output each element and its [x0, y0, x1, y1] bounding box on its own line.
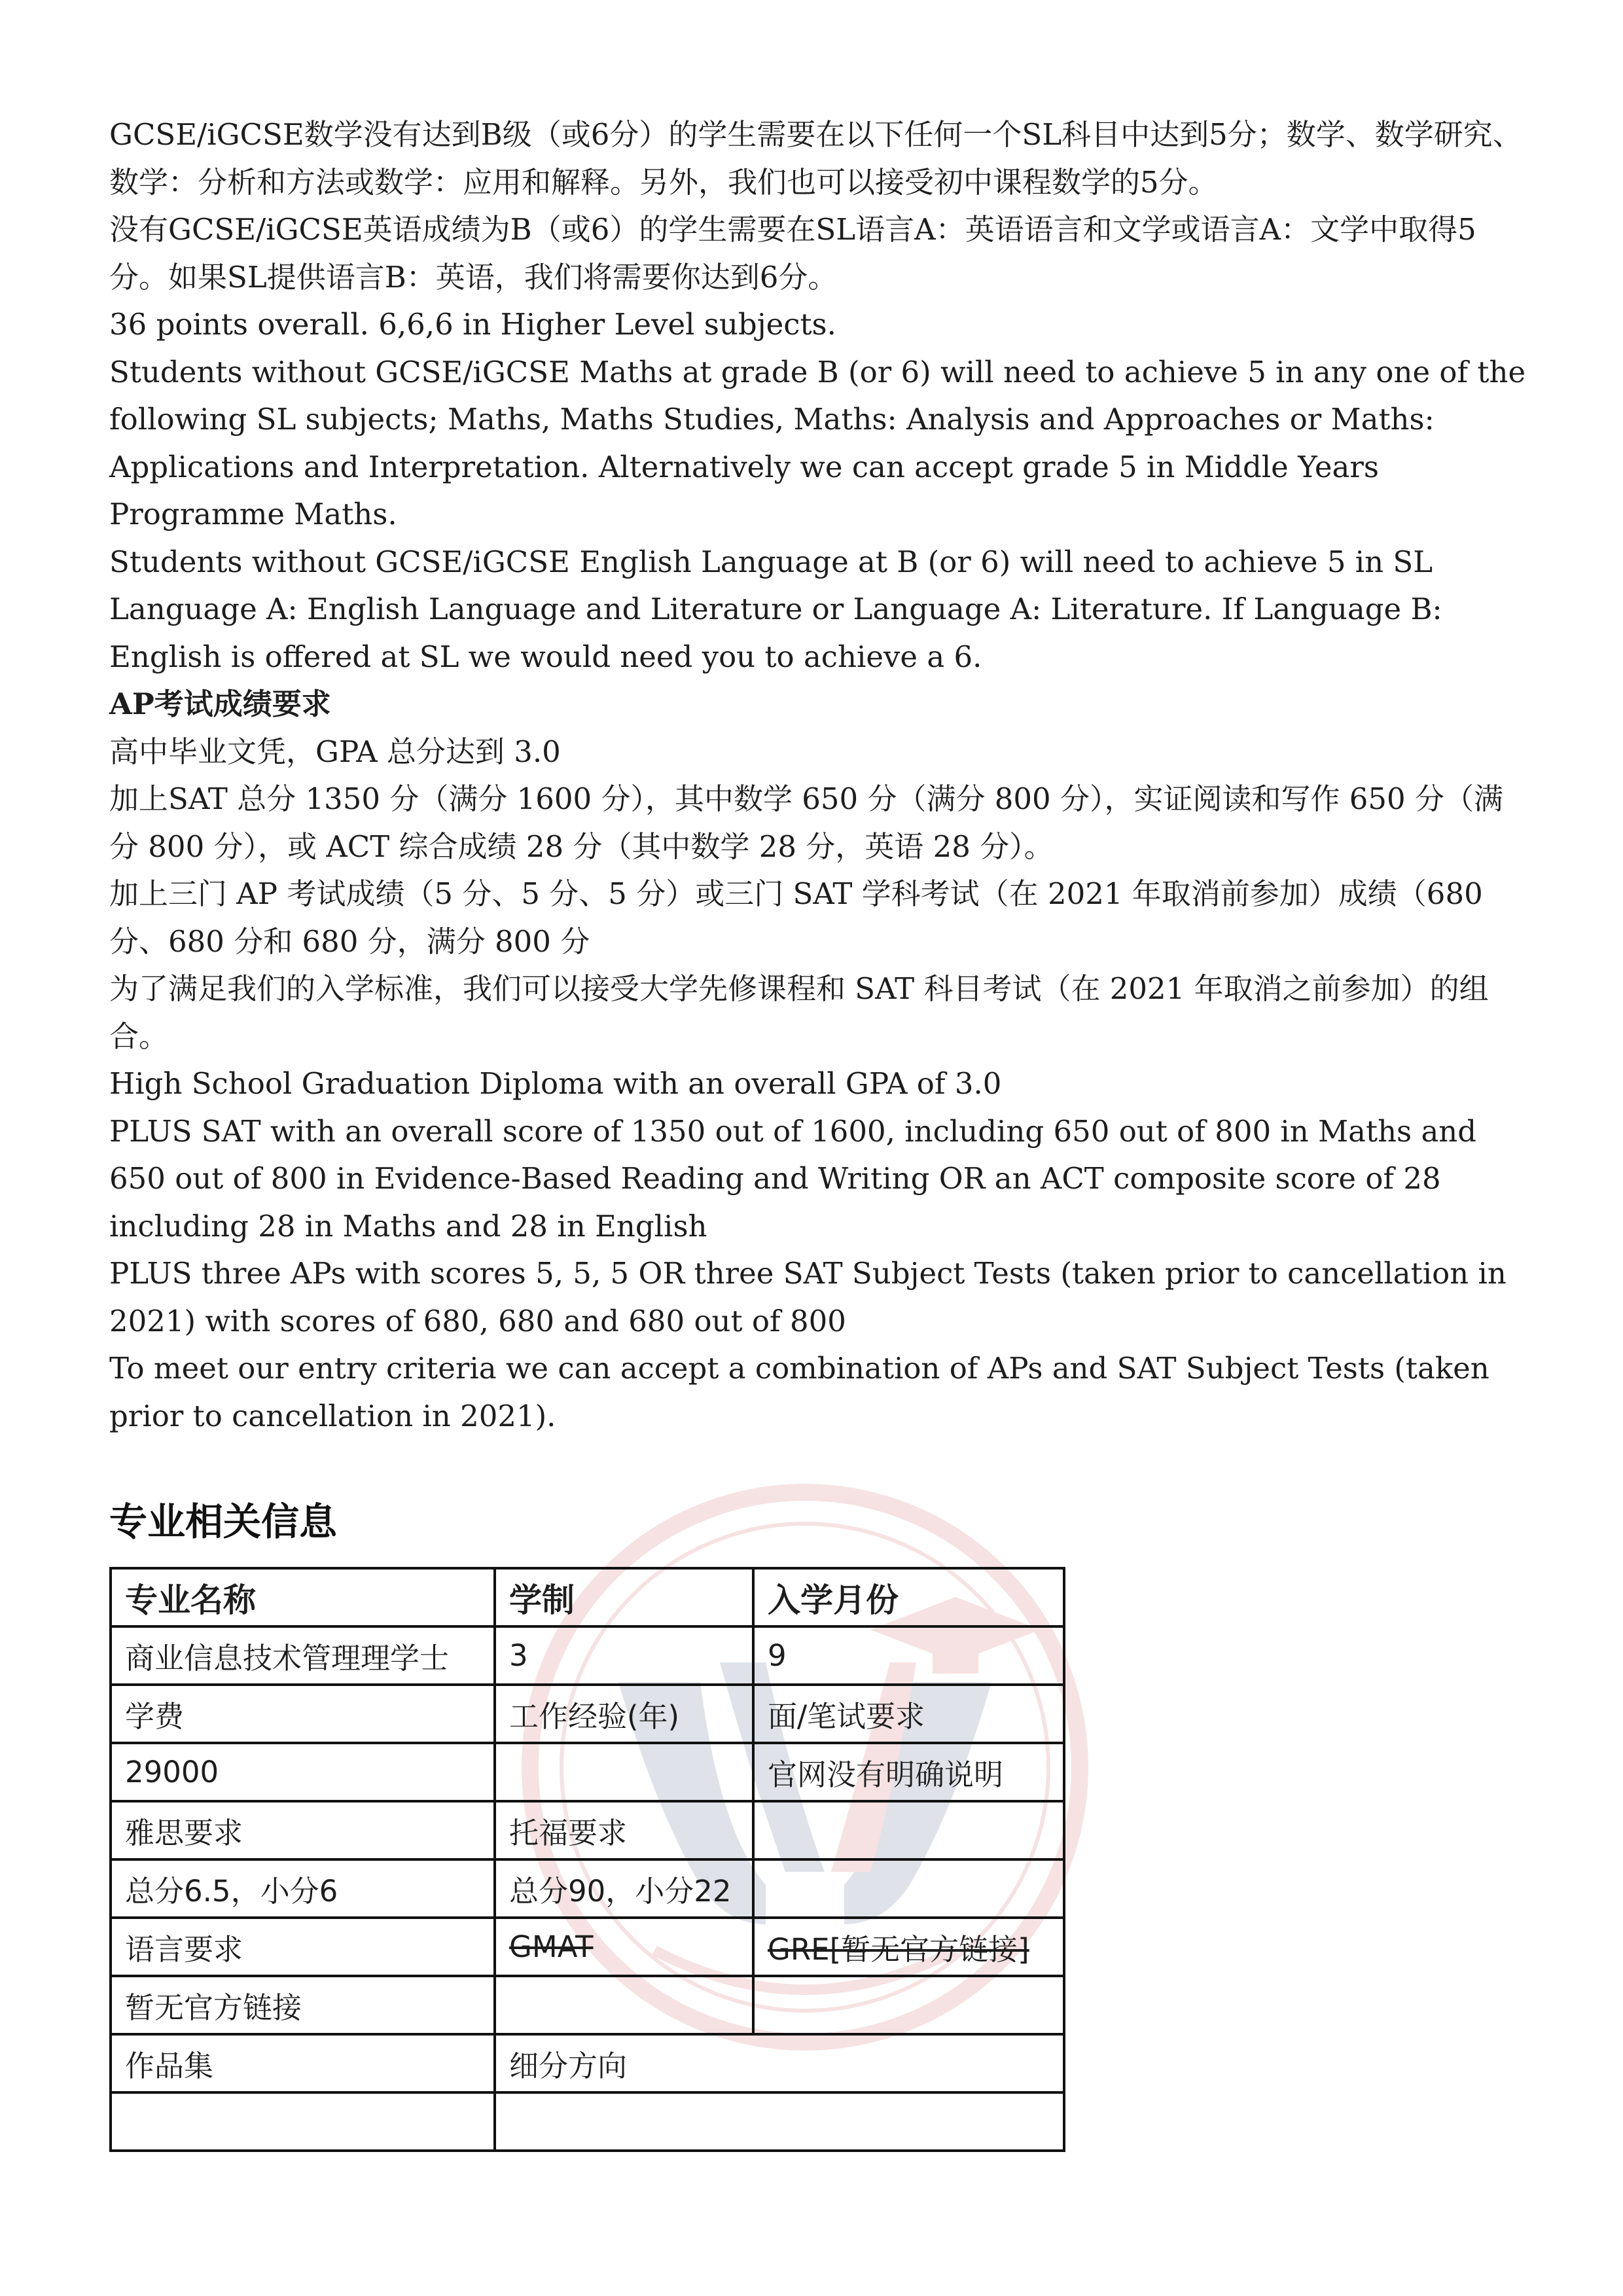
ap-requirements-heading: AP考试成绩要求	[109, 687, 331, 721]
table-cell: 作品集	[111, 2034, 495, 2092]
ib-maths-requirement-en: Students without GCSE/iGCSE Maths at grade B (or 6) will need to achieve 5 in any one of the following SL subjects; Maths, Maths Studies, Maths: Analysis and Approaches or Maths: Applications and Interpretation. Alternatively we can accept grade 5 in Middle Years Programme Maths.	[109, 354, 1526, 531]
table-cell	[753, 1976, 1064, 2034]
table-cell: 29000	[111, 1743, 495, 1801]
table-row	[111, 2034, 1064, 2092]
table-cell	[495, 1743, 753, 1801]
table-cell-struck: GMAT	[495, 1918, 753, 1976]
table-cell: 总分90，小分22	[495, 1859, 753, 1918]
admission-requirements-text	[109, 111, 1529, 1440]
ap-sat-subject-requirement-cn: 加上三门 AP 考试成绩（5 分、5 分、5 分）或三门 SAT 学科考试（在 2021 年取消前参加）成绩（680 分、680 分和 680 分，满分 800 分	[109, 876, 1483, 959]
table-cell: 暂无官方链接	[111, 1976, 495, 2034]
ib-english-requirement-cn: 没有GCSE/iGCSE英语成绩为B（或6）的学生需要在SL语言A：英语语言和文学或语言A：文学中取得5分。如果SL提供语言B：英语，我们将需要你达到6分。	[109, 212, 1476, 295]
table-cell-merged: 细分方向	[495, 2034, 1064, 2092]
table-cell: 学费	[111, 1685, 495, 1743]
table-cell: 托福要求	[495, 1801, 753, 1859]
table-row	[111, 1743, 1064, 1801]
table-cell	[495, 1976, 753, 2034]
table-cell: 9	[753, 1626, 1064, 1685]
table-cell-merged	[495, 2092, 1064, 2151]
table-row	[111, 1801, 1064, 1859]
table-header-row	[111, 1568, 1064, 1626]
combination-note-cn: 为了满足我们的入学标准，我们可以接受大学先修课程和 SAT 科目考试（在 2021 年取消之前参加）的组合。	[109, 971, 1489, 1054]
table-row	[111, 1626, 1064, 1685]
ib-maths-requirement-cn: GCSE/iGCSE数学没有达到B级（或6分）的学生需要在以下任何一个SL科目中达到5分；数学、数学研究、数学：分析和方法或数学：应用和解释。另外，我们也可以接受初中课程数学的5分。	[109, 117, 1522, 200]
header-program-name: 专业名称	[111, 1568, 495, 1626]
table-cell	[753, 1859, 1064, 1918]
table-cell: 商业信息技术管理理学士	[111, 1626, 495, 1685]
sat-act-requirement-cn: 加上SAT 总分 1350 分（满分 1600 分），其中数学 650 分（满分 800 分），实证阅读和写作 650 分（满分 800 分），或 ACT 综合成绩 28 分（其中数学 28 分，英语 28 分）。	[109, 781, 1503, 864]
program-info-table	[109, 1567, 1065, 2152]
table-row	[111, 1859, 1064, 1918]
ap-sat-subject-requirement-en: PLUS three APs with scores 5, 5, 5 OR three SAT Subject Tests (taken prior to cancellation in 2021) with scores of 680, 680 and 680 out of 800	[109, 1256, 1507, 1338]
table-cell: 语言要求	[111, 1918, 495, 1976]
table-cell-struck: GRE[暂无官方链接]	[753, 1918, 1064, 1976]
table-cell: 总分6.5，小分6	[111, 1859, 495, 1918]
ib-overall-points: 36 points overall. 6,6,6 in Higher Level subjects.	[109, 307, 836, 342]
header-duration: 学制	[495, 1568, 753, 1626]
table-row	[111, 2092, 1064, 2151]
table-cell: 3	[495, 1626, 753, 1685]
ib-english-requirement-en: Students without GCSE/iGCSE English Language at B (or 6) will need to achieve 5 in SL Language A: English Language and Literature or Language A: Literature. If Language B: English is offered at SL we would need you to achieve a 6.	[109, 544, 1442, 674]
table-cell: 官网没有明确说明	[753, 1743, 1064, 1801]
table-cell	[753, 1801, 1064, 1859]
combination-note-en: To meet our entry criteria we can accept a combination of APs and SAT Subject Tests (taken prior to cancellation in 2021).	[109, 1351, 1489, 1433]
table-row	[111, 1685, 1064, 1743]
table-cell: 工作经验(年)	[495, 1685, 753, 1743]
gpa-requirement-en: High School Graduation Diploma with an overall GPA of 3.0	[109, 1066, 1002, 1101]
table-cell: 面/笔试要求	[753, 1685, 1064, 1743]
table-row	[111, 1918, 1064, 1976]
sat-act-requirement-en: PLUS SAT with an overall score of 1350 out of 1600, including 650 out of 800 in Maths and 650 out of 800 in Evidence-Based Reading and Writing OR an ACT composite score of 28 including 28 in Maths and 28 in English	[109, 1113, 1477, 1244]
table-cell	[111, 2092, 495, 2151]
table-cell: 雅思要求	[111, 1801, 495, 1859]
section-title: 专业相关信息	[109, 1499, 338, 1544]
header-intake-month: 入学月份	[753, 1568, 1064, 1626]
gpa-requirement-cn: 高中毕业文凭，GPA 总分达到 3.0	[109, 734, 561, 769]
table-row	[111, 1976, 1064, 2034]
